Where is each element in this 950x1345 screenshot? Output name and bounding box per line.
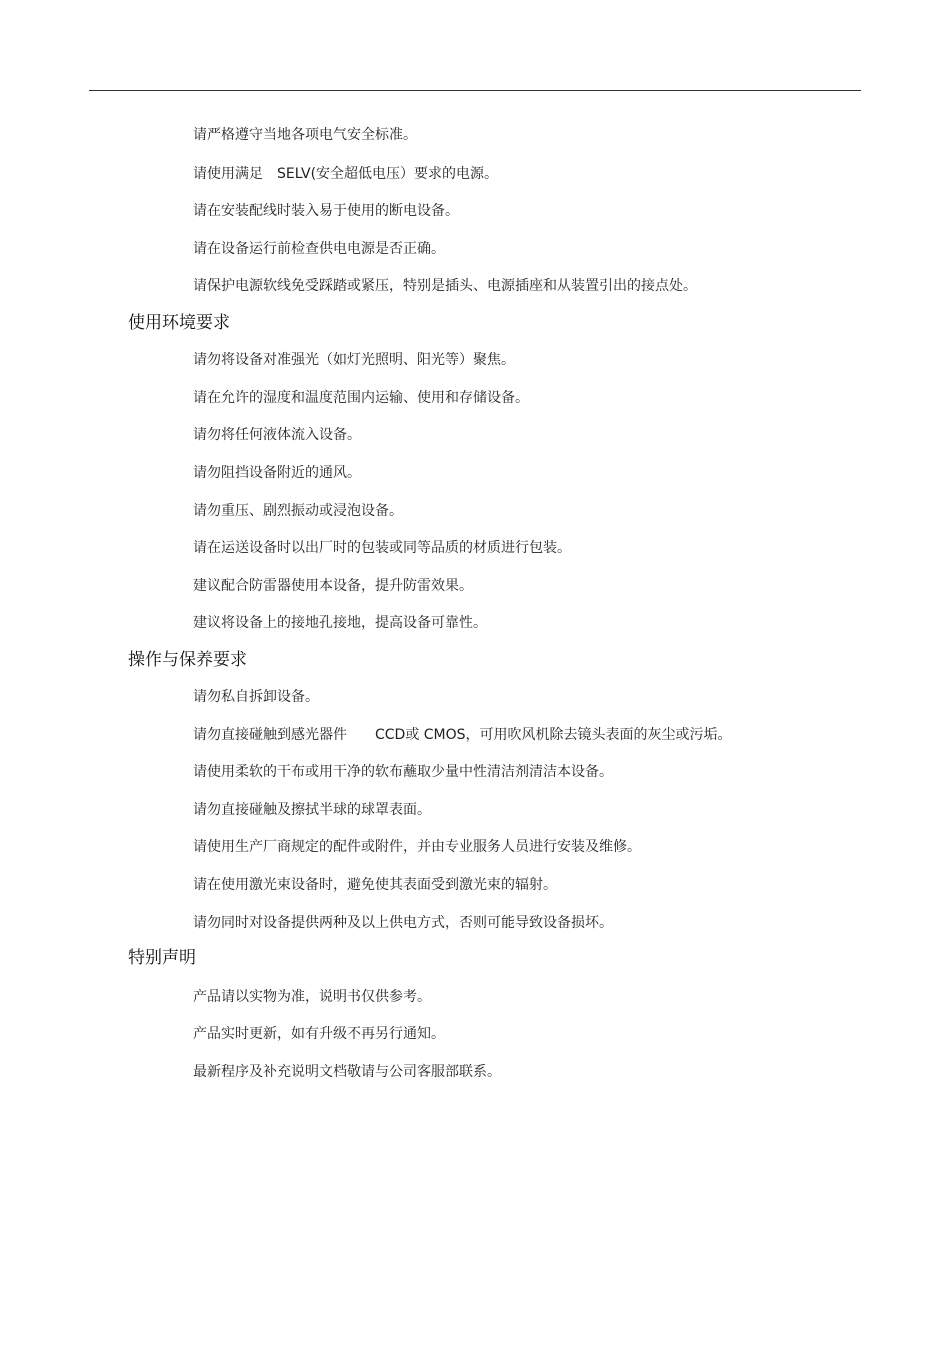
- list-item: 请勿重压、剧烈振动或浸泡设备。: [193, 503, 403, 519]
- list-item: 请在设备运行前检查供电电源是否正确。: [193, 241, 445, 257]
- list-item: 请在允许的湿度和温度范围内运输、使用和存储设备。: [193, 390, 529, 406]
- section-heading-environment: 使用环境要求: [128, 313, 230, 333]
- list-item: 请使用柔软的干布或用干净的软布蘸取少量中性清洁剂清洁本设备。: [193, 764, 613, 780]
- list-item: 请勿将设备对准强光（如灯光照明、阳光等）聚焦。: [193, 352, 515, 368]
- list-item: 请使用满足 SELV(安全超低电压）要求的电源。: [193, 166, 499, 182]
- list-item: 请保护电源软线免受踩踏或紧压，特别是插头、电源插座和从装置引出的接点处。: [193, 278, 697, 294]
- header-rule: [89, 90, 861, 91]
- list-item: 请在使用激光束设备时，避免使其表面受到激光束的辐射。: [193, 877, 557, 893]
- list-item: 请在安装配线时装入易于使用的断电设备。: [193, 203, 459, 219]
- list-item: 最新程序及补充说明文档敬请与公司客服部联系。: [193, 1064, 501, 1080]
- list-item: 请勿同时对设备提供两种及以上供电方式，否则可能导致设备损坏。: [193, 915, 613, 931]
- list-item: 产品实时更新，如有升级不再另行通知。: [193, 1026, 445, 1042]
- list-item: 请勿直接碰触到感光器件 CCD或 CMOS，可用吹风机除去镜头表面的灰尘或污垢。: [193, 727, 732, 743]
- section-heading-operation: 操作与保养要求: [128, 650, 247, 670]
- section-heading-disclaimer: 特别声明: [128, 948, 196, 968]
- list-item: 请勿将任何液体流入设备。: [193, 427, 361, 443]
- list-item: 建议配合防雷器使用本设备，提升防雷效果。: [193, 578, 473, 594]
- list-item: 请在运送设备时以出厂时的包装或同等品质的材质进行包装。: [193, 540, 571, 556]
- list-item: 请严格遵守当地各项电气安全标准。: [193, 127, 417, 143]
- list-item: 请勿私自拆卸设备。: [193, 689, 319, 705]
- list-item: 请勿直接碰触及擦拭半球的球罩表面。: [193, 802, 431, 818]
- list-item: 产品请以实物为准，说明书仅供参考。: [193, 989, 431, 1005]
- list-item: 建议将设备上的接地孔接地，提高设备可靠性。: [193, 615, 487, 631]
- list-item: 请勿阻挡设备附近的通风。: [193, 465, 361, 481]
- list-item: 请使用生产厂商规定的配件或附件，并由专业服务人员进行安装及维修。: [193, 839, 641, 855]
